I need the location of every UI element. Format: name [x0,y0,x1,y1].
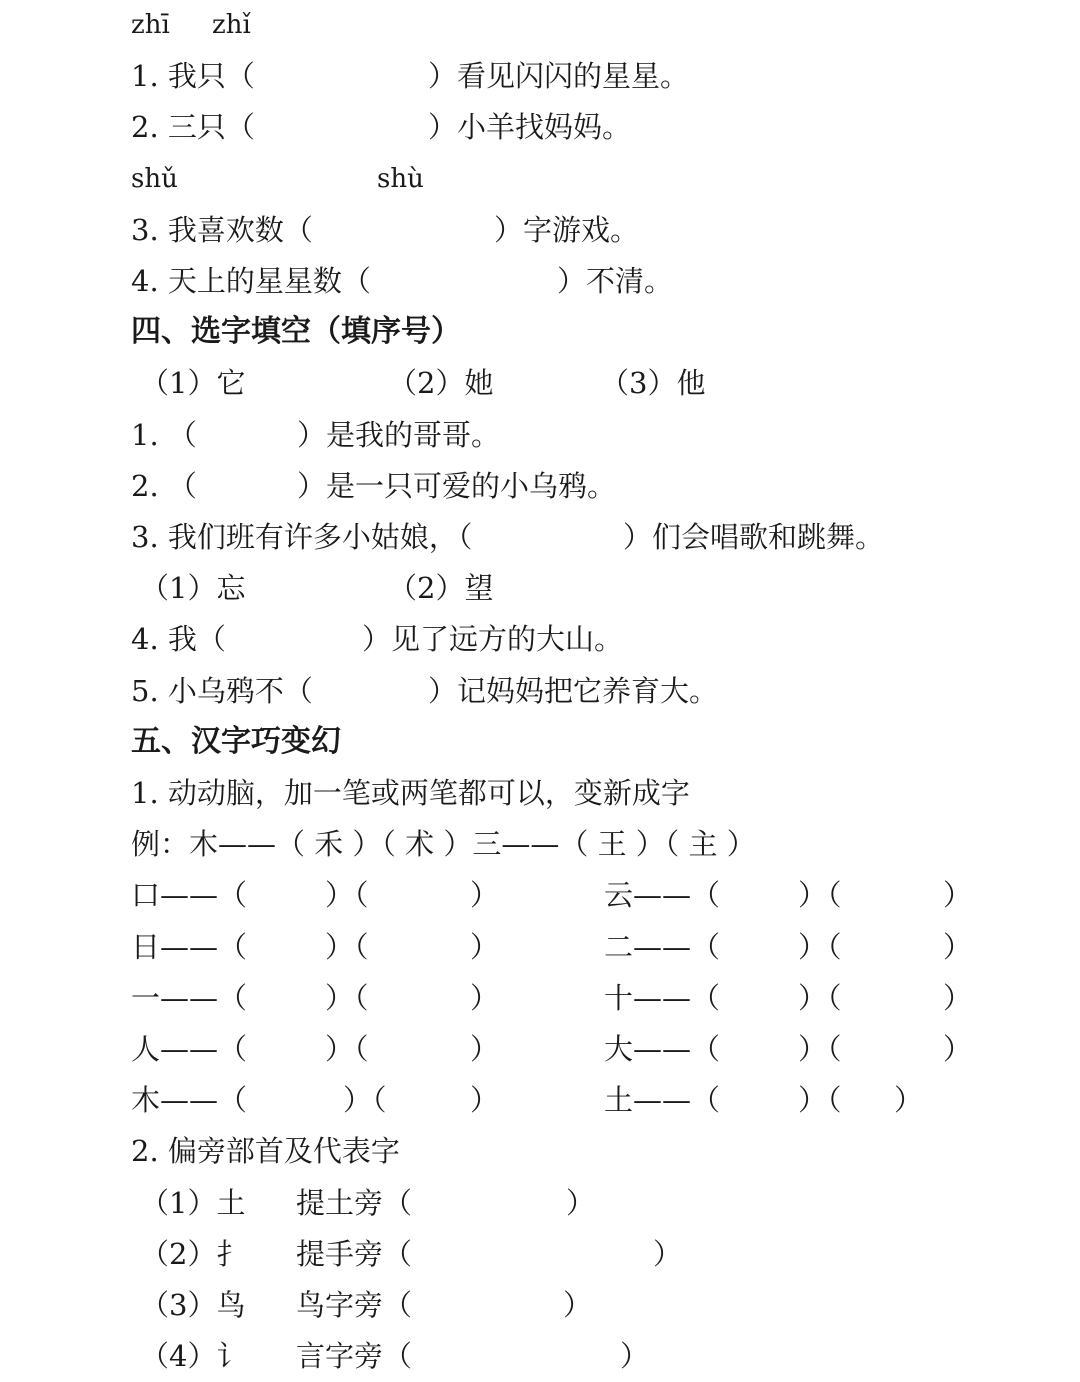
pinyin-row [0,0,1080,51]
line-text: ）小羊找妈妈。 [428,110,632,145]
section-heading [0,307,1080,358]
line-text: 鸟字旁（ [296,1288,413,1322]
exercise-line [0,1229,1080,1280]
line-text: ） [894,1083,924,1118]
section-heading [0,717,1080,768]
line-text: ） [566,1185,596,1220]
line-text: ） [653,1236,683,1271]
line-text: （2）她 [388,366,494,401]
line-text: ） [943,878,973,913]
line-text: 十——（ [604,980,721,1015]
line-text: 2. （ [131,468,197,503]
line-text: ）看见闪闪的星星。 [428,59,690,94]
line-text: 2. 三只（ [131,110,255,145]
line-text: ） [470,1032,500,1066]
line-text: ）（ [325,929,369,964]
exercise-line [0,922,1080,973]
exercise-line [0,870,1080,921]
line-text: 2. 偏旁部首及代表字 [131,1134,400,1169]
line-text: ）（ [798,1083,842,1118]
line-text: 二——（ [604,929,721,964]
exercise-line [0,358,1080,409]
exercise-line [0,614,1080,665]
exercise-line [0,819,1080,870]
exercise-line [0,205,1080,256]
line-text: 木——（ [131,1083,248,1118]
line-text: 5. 小乌鸦不（ [131,673,313,708]
pinyin-text: zhǐ [212,10,251,40]
line-text: 五、汉字巧变幻 [131,723,341,759]
line-text: 日——（ [131,929,248,964]
line-text: ） [470,878,500,913]
pinyin-text: zhī [131,10,170,40]
line-text: 4. 我（ [131,622,226,657]
line-text: ）记妈妈把它养育大。 [428,673,719,708]
line-text: 1. 我只（ [131,59,255,94]
exercise-line [0,1126,1080,1177]
line-text: （2）望 [388,571,494,606]
line-text: ）字游戏。 [494,212,640,247]
line-text: （1）它 [140,366,246,401]
line-text: （4）讠 [140,1339,246,1374]
line-text: ） [943,980,973,1015]
line-text: 言字旁（ [296,1339,413,1374]
exercise-line [0,1075,1080,1126]
line-text: 云——（ [604,878,721,913]
exercise-line [0,461,1080,512]
line-text: ）（ [343,1083,387,1118]
line-text: ）（ [325,878,369,913]
line-text: ）不清。 [557,264,674,298]
line-text: 大——（ [604,1032,721,1066]
line-text: 1. 动动脑，加一笔或两笔都可以，变新成字 [131,776,690,810]
line-text: ）（ [798,929,842,964]
line-text: ） [620,1339,650,1374]
exercise-line [0,1280,1080,1331]
line-text: （1）忘 [140,571,246,606]
exercise-line [0,102,1080,153]
line-text: ）（ [798,980,842,1015]
line-text: ）是一只可爱的小乌鸦。 [297,468,617,503]
line-text: 土——（ [604,1083,721,1118]
exercise-line [0,51,1080,102]
exercise-line [0,563,1080,614]
pinyin-text: shǔ [131,163,178,194]
line-text: ） [563,1288,593,1322]
line-text: ） [470,1083,500,1118]
line-text: 一——（ [131,980,248,1015]
exercise-line [0,1024,1080,1075]
exercise-line [0,973,1080,1024]
line-text: 1. （ [131,417,197,452]
line-text: ）（ [798,878,842,913]
exercise-line [0,410,1080,461]
line-text: 3. 我喜欢数（ [131,212,313,247]
line-text: 四、选字填空（填序号） [131,314,461,350]
line-text: 例：木——（ 禾 ）（ 术 ）三——（ 王 ）（ 主 ） [131,827,756,862]
exercise-line [0,512,1080,563]
exercise-line [0,666,1080,717]
line-text: ）（ [325,980,369,1015]
line-text: ） [943,929,973,964]
line-text: （2）扌 [140,1236,246,1271]
line-text: （1）土 [140,1185,246,1220]
line-text: ）（ [798,1032,842,1066]
line-text: 4. 天上的星星数（ [131,264,371,298]
line-text: ） [470,929,500,964]
exercise-line [0,1178,1080,1229]
line-text: ） [943,1032,973,1066]
exercise-line [0,256,1080,307]
line-text: 口——（ [131,878,248,913]
pinyin-text: shù [377,163,424,194]
line-text: ） [470,980,500,1015]
exercise-line [0,768,1080,819]
line-text: 人——（ [131,1032,248,1066]
line-text: （3）鸟 [140,1288,246,1322]
line-text: 提手旁（ [296,1236,413,1271]
exercise-line [0,1331,1080,1382]
line-text: ）们会唱歌和跳舞。 [623,520,885,554]
line-text: ）见了远方的大山。 [362,622,624,657]
line-text: ）（ [325,1032,369,1066]
line-text: ）是我的哥哥。 [297,417,501,452]
pinyin-row [0,154,1080,205]
line-text: 提土旁（ [296,1185,413,1220]
line-text: （3）他 [600,366,706,401]
line-text: 3. 我们班有许多小姑娘，（ [131,520,473,554]
